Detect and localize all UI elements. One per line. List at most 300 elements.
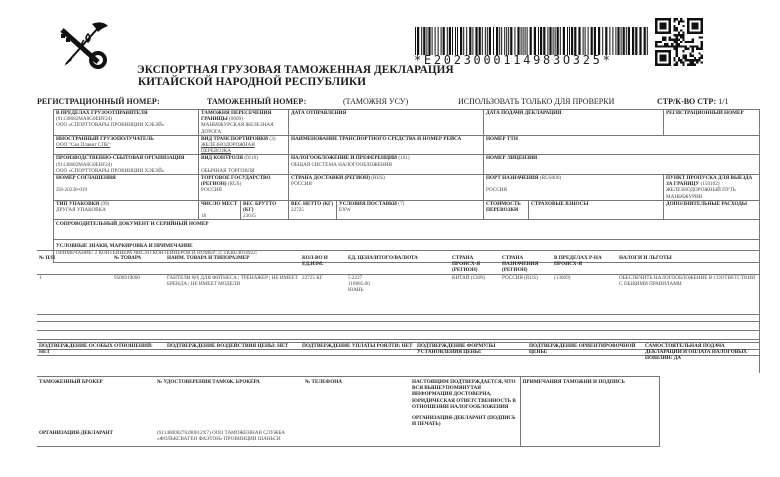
barcode-bar [567, 27, 568, 55]
declarant-value: (91140000276200612X7) ООО ТАМОЖЕННАЯ СЛУЖБА «ФОЛЬКСВАГЕН ФАЭТОН» ПРОВИНЦИИ ШАНЬСИ [157, 430, 286, 443]
qr-module [680, 29, 682, 31]
border-customs-value: МАНЬЧЖУРСКАЯ ЖЕЛЕЗНАЯ ДОРОГА [201, 122, 274, 135]
qr-module [689, 55, 691, 57]
barcode-bar [415, 27, 416, 55]
qr-module [685, 45, 687, 47]
barcode-bar [460, 27, 462, 55]
qr-module [680, 20, 682, 22]
producer-label: ПРОИЗВОДСТВЕННО-СБЫТОВАЯ ОРГАНИЗАЦИЯ [56, 155, 185, 162]
barcode-bar [472, 27, 473, 55]
qr-module [687, 48, 689, 50]
exit-point-cell [664, 175, 760, 201]
qr-module [660, 23, 667, 30]
barcode-bar [602, 27, 603, 55]
gross-weight-value: 23615 [243, 213, 256, 220]
qr-module [682, 50, 684, 52]
qr-module [680, 34, 682, 36]
dest-country-label: СТРАНА ДОСТАВКИ (РЕГИОН) [291, 175, 370, 182]
qr-module [682, 39, 684, 41]
qr-module [676, 52, 678, 54]
qr-module [692, 64, 694, 66]
page-count-value: 1/1 [718, 97, 729, 106]
qr-module [676, 41, 678, 43]
goods-total: 118685.00 [348, 280, 370, 287]
qr-module [676, 43, 678, 45]
freight-cell [484, 200, 529, 220]
goods-table [37, 250, 760, 356]
qr-module [680, 59, 682, 61]
goods-unit-price: 5.2227 [348, 274, 363, 281]
customs-number-value: (ТАМОЖНЯ УСУ) [343, 97, 409, 106]
control-cell [199, 155, 289, 175]
shipper-cell [54, 110, 199, 136]
taxation-cell [289, 155, 484, 175]
control-label: ВИД КОНТРОЛЯ [201, 155, 244, 162]
col-header-num: № П/П [37, 251, 112, 275]
barcode-bar [612, 27, 613, 55]
barcode-bar [435, 27, 436, 55]
qr-module [673, 27, 675, 29]
qr-module [692, 55, 694, 57]
qr-module [676, 61, 678, 63]
qr-module [673, 64, 675, 66]
barcode-bar [617, 27, 619, 55]
barcode-bar [563, 27, 565, 55]
qr-module [673, 59, 675, 61]
barcode-bar [583, 27, 584, 55]
net-weight-value: 22725 [291, 207, 304, 214]
declaration-header-grid [53, 109, 760, 263]
producer-cell [54, 155, 199, 175]
net-weight-label: ВЕС НЕТТО (КГ) [291, 200, 334, 207]
document-title [137, 64, 454, 88]
confirm-price-formula: ПОДТВЕРЖДЕНИЕ ФОРМУЛЫ УСТАНОВЛЕНИЯ ЦЕНЫ: [415, 343, 527, 373]
qr-module [696, 61, 698, 63]
registration-no-label: РЕГИСТРАЦИОННЫЙ НОМЕР [666, 110, 744, 116]
qr-module [671, 39, 673, 41]
goods-empty-row [37, 321, 759, 330]
consignee-cell [54, 135, 199, 155]
qr-module [701, 57, 703, 59]
barcode-bar [447, 27, 448, 55]
qr-module [698, 57, 700, 59]
barcode-bar [479, 27, 481, 55]
qr-module [701, 36, 703, 38]
goods-code: 9506919000 [112, 274, 165, 314]
barcode-bar [547, 27, 548, 55]
qr-module [698, 48, 700, 50]
qr-module [676, 39, 678, 41]
declaration-statement-cell [410, 377, 520, 447]
qr-module [678, 32, 680, 34]
qr-module [701, 43, 703, 45]
barcode-bar [514, 27, 515, 55]
dest-country-value: РОССИЯ [291, 181, 312, 188]
transport-type-value: ЖЕЛЕЗНОДОРОЖНАЯ ПЕРЕВОЗКА [201, 142, 255, 155]
qr-module [680, 18, 682, 20]
footer-blank [659, 377, 759, 447]
qr-module [676, 34, 678, 36]
qr-module [685, 59, 687, 61]
qr-module [680, 61, 682, 63]
barcode-bar [623, 27, 625, 55]
qr-module [673, 34, 675, 36]
qr-module [687, 59, 689, 61]
barcode-bar [530, 27, 532, 55]
col-header-name: НАИМ. ТОВАРА И ТИПОРАЗМЕР [165, 251, 300, 275]
qr-module [694, 57, 696, 59]
vehicle-label: НАИМЕНОВАНИЕ ТРАНСПОРТНОГО СРЕДСТВА И НОМЕР РЕЙСА [291, 135, 462, 142]
goods-empty-row [37, 330, 759, 339]
barcode-bar [423, 27, 425, 55]
qr-module [660, 55, 667, 62]
goods-num: 1 [37, 274, 112, 314]
barcode-bar [443, 27, 445, 55]
registration-number-label: РЕГИСТРАЦИОННЫЙ НОМЕР: [37, 97, 160, 106]
qr-module [655, 45, 657, 47]
barcode-bar [510, 27, 512, 55]
qr-module [692, 48, 694, 50]
barcode-bar [571, 27, 573, 55]
barcode-bar [578, 27, 580, 55]
barcode-bar [421, 27, 422, 55]
barcode-bar [452, 27, 453, 55]
consignee-label: ИНОСТРАННЫЙ ГРУЗОПОЛУЧАТЕЛЬ [56, 135, 154, 142]
qr-module [680, 36, 682, 38]
qr-module [669, 36, 671, 38]
barcode-bar [569, 27, 570, 55]
qr-module [673, 18, 675, 20]
dest-country-code: (RUS) [371, 175, 385, 182]
goods-header-row [37, 251, 759, 275]
col-header-code: № ТОВАРА [112, 251, 165, 275]
barcode-bar [540, 27, 542, 55]
qr-module [696, 48, 698, 50]
qr-module [701, 45, 703, 47]
barcode-bar [449, 27, 451, 55]
trade-country-code: (RUS) [227, 181, 242, 188]
gross-weight-cell [241, 200, 289, 220]
qr-module [692, 39, 694, 41]
barcode-bar [426, 27, 427, 55]
ttn-label: НОМЕР ТТН [486, 135, 518, 142]
barcode-bar [543, 27, 545, 55]
qr-module [692, 61, 694, 63]
qr-code-icon [655, 18, 703, 66]
col-header-origin: СТРАНА ПРОИСХ-Я (РЕГИОН) [450, 251, 500, 275]
delivery-terms-value: EXW [339, 207, 351, 214]
qr-module [692, 50, 694, 52]
barcode-bar [455, 27, 456, 55]
qr-module [694, 64, 696, 66]
qr-module [685, 57, 687, 59]
qr-module [694, 45, 696, 47]
barcode-bar [417, 27, 419, 55]
verification-note: ИСПОЛЬЗОВАТЬ ТОЛЬКО ДЛЯ ПРОВЕРКИ [458, 97, 615, 106]
broker-label: ТАМОЖЕННЫЙ БРОКЕР [39, 379, 103, 385]
col-header-destination: СТРАНА НАЗНАЧЕНИЯ (РЕГИОН) [500, 251, 552, 275]
qr-module [678, 43, 680, 45]
barcode-bar [475, 27, 477, 55]
qr-module [689, 59, 691, 61]
shipper-code: (91130682MA0G0EBF24) [56, 116, 113, 123]
qr-module [664, 45, 666, 47]
freight-label: СТОИМОСТЬ ПЕРЕВОЗКИ [486, 200, 521, 214]
barcode-bar [591, 27, 593, 55]
barcode-bar [598, 27, 600, 55]
exit-point-label: ПУНКТ ПРОПУСКА ДЛЯ ВЫЕЗДА ЗА ГРАНИЦУ [666, 175, 753, 188]
qr-module [666, 45, 668, 47]
qr-module [692, 59, 694, 61]
title-line-2: КИТАЙСКОЙ НАРОДНОЙ РЕСПУБЛИКИ [138, 76, 367, 88]
delivery-terms-code: (7) [398, 200, 405, 207]
confirm-price-influence: ПОДТВЕРЖДЕНИЕ ВОЗДЕЙСТВИЯ ЦЕНЫ: НЕТ [165, 343, 300, 373]
barcode-bar [534, 27, 536, 55]
qr-module [676, 45, 678, 47]
qr-module [689, 45, 691, 47]
qr-module [669, 45, 671, 47]
qr-module [660, 45, 662, 47]
barcode-bar [632, 27, 634, 55]
qr-module [676, 50, 678, 52]
qr-module [678, 59, 680, 61]
qr-module [682, 20, 684, 22]
barcode-bar [457, 27, 458, 55]
barcode-bar [644, 27, 646, 55]
taxation-code: (101) [398, 155, 410, 162]
barcode-icon [415, 27, 650, 55]
border-customs-label: ТАМОЖНЯ ПЕРЕСЕЧЕНИЯ ГРАНИЦЫ [201, 110, 272, 123]
dest-port-label: ПОРТ НАЗНАЧЕНИЯ [486, 175, 539, 182]
filing-date-cell [484, 110, 664, 136]
barcode-bar [463, 27, 464, 55]
barcode-bar [605, 27, 607, 55]
qr-module [696, 59, 698, 61]
qr-module [689, 61, 691, 63]
barcode-bar [615, 27, 616, 55]
delivery-terms-label: УСЛОВИЯ ПОСТАВКИ [339, 200, 397, 207]
ttn-cell [484, 135, 760, 155]
exit-point-value: ЖЕЛЕЗНОДОРОЖНЫЙ ПУТЬ МАНЬЧЖУРИИ [666, 187, 736, 200]
barcode-bar [466, 27, 467, 55]
documents-label: СОПРОВОДИТЕЛЬНЫЙ ДОКУМЕНТ И СЕРИЙНЫЙ НОМЕР [56, 221, 209, 228]
confirm-special-relations: ПОДТВЕРЖДЕНИЕ ОСОБЫХ ОТНОШЕНИЙ: НЕТ [37, 343, 165, 373]
package-label: ТИП УПАКОВКИ [56, 200, 100, 207]
qr-module [685, 48, 687, 50]
dest-country-cell [289, 175, 484, 201]
qr-module [676, 48, 678, 50]
trade-country-cell [199, 175, 289, 201]
qr-module [696, 45, 698, 47]
qr-module [673, 20, 675, 22]
barcode-bar [588, 27, 589, 55]
qr-module [701, 41, 703, 43]
producer-code: (91130682MA0G0EBF24) [56, 161, 113, 168]
qr-module [664, 43, 666, 45]
qr-module [673, 57, 675, 59]
qr-module [678, 45, 680, 47]
taxation-value: ОБЩАЯ СИСТЕМА НАЛОГООБЛОЖЕНИЯ [291, 161, 392, 168]
barcode-bar [621, 27, 622, 55]
qr-module [682, 36, 684, 38]
qr-module [676, 29, 678, 31]
barcode-bar [487, 27, 488, 55]
dest-port-code: (RUS000) [539, 175, 562, 182]
control-value: ОБЫЧНАЯ ТОРГОВЛЯ [201, 167, 255, 174]
goods-region: (13069) [552, 274, 617, 314]
registration-no-cell [664, 110, 760, 136]
barcode-bar [639, 27, 641, 55]
qr-module [701, 61, 703, 63]
transport-type-code: (3) [269, 135, 276, 142]
pieces-label: ЧИСЛО МЕСТ [201, 200, 238, 207]
qr-module [698, 52, 700, 54]
qr-module [694, 59, 696, 61]
qr-module [655, 41, 657, 43]
barcode-bar [521, 27, 522, 55]
barcode-bar [428, 27, 430, 55]
qr-module [678, 23, 680, 25]
qr-module [655, 43, 657, 45]
package-value: ДРУГАЯ УПАКОВКА [56, 207, 106, 214]
confirm-self-filing: САМОСТОЯТЕЛЬНАЯ ПОДАЧА ДЕКЛАРАЦИИ И ОПЛАТА НАЛОГОВЫХ ПОШЛИН: ДА [643, 343, 759, 373]
goods-name: ГАНТЕЛИ 0|0| ДЛЯ ФИТНЕСА | ТРЕНАЖЕР | НЕ ИМЕЕТ БРЕНДА | НЕ ИМЕЕТ МОДЕЛИ [165, 274, 300, 314]
barcode-bar [560, 27, 561, 55]
barcode-bar [496, 27, 498, 55]
barcode-bar [626, 27, 627, 55]
barcode-bar [508, 27, 509, 55]
qr-module [664, 39, 666, 41]
qr-module [664, 36, 666, 38]
barcode-bar [594, 27, 596, 55]
qr-module [701, 48, 703, 50]
qr-module [676, 64, 678, 66]
qr-module [676, 36, 678, 38]
barcode-bar [549, 27, 551, 55]
barcode-bar [555, 27, 556, 55]
qr-module [689, 41, 691, 43]
barcode-bar [517, 27, 519, 55]
barcode-bar [628, 27, 630, 55]
delivery-terms-cell [337, 200, 484, 220]
barcode-bar [609, 27, 610, 55]
extra-costs-cell [664, 200, 760, 220]
agreement-cell [54, 175, 199, 201]
qr-module [671, 43, 673, 45]
broker-cert-label: № УДОСТОВЕРЕНИЯ ТАМОЖ. БРОКЕРА [157, 379, 260, 385]
goods-empty-row [37, 314, 759, 321]
phone-cell [303, 377, 410, 447]
qr-module [678, 39, 680, 41]
goods-row [37, 274, 759, 314]
dest-port-cell [484, 175, 664, 201]
phone-label: № ТЕЛЕФОНА [305, 379, 343, 385]
qr-module [662, 39, 664, 41]
insurance-label: СТРАХОВЫЕ ВЗНОСЫ [531, 200, 589, 207]
title-line-1: ЭКСПОРТНАЯ ГРУЗОВАЯ ТАМОЖЕННАЯ ДЕКЛАРАЦИЯ [137, 64, 454, 76]
filing-date-label: ДАТА ПОДАЧИ ДЕКЛАРАЦИИ [486, 110, 562, 116]
qr-module [689, 64, 691, 66]
goods-price [346, 274, 450, 314]
marks-label: УСЛОВНЫЕ ЗНАКИ, МАРКИРОВКА И ПРИМЕЧАНИЕ [56, 243, 193, 250]
qr-module [673, 45, 675, 47]
goods-destination: РОССИЯ (RUS) [500, 274, 552, 314]
qr-module [692, 41, 694, 43]
barcode-bar [493, 27, 494, 55]
departure-date-label: ДАТА ОТПРАВЛЕНИЯ [291, 110, 347, 116]
customs-notes-label: ПРИМЕЧАНИЯ ТАМОЖНИ И ПОДПИСЬ [522, 379, 625, 385]
qr-module [660, 41, 662, 43]
qr-module [682, 55, 684, 57]
qr-module [673, 48, 675, 50]
control-code: (0110) [244, 155, 258, 162]
customs-emblem-icon [58, 20, 110, 70]
qr-module [685, 41, 687, 43]
net-weight-cell [289, 200, 337, 220]
agreement-value: ZH-20230-019 [56, 187, 88, 194]
barcode-bar [432, 27, 433, 55]
qr-module [698, 59, 700, 61]
barcode-bar [501, 27, 502, 55]
qr-module [676, 55, 678, 57]
qr-module [682, 25, 684, 27]
qr-module [678, 57, 680, 59]
gross-weight-label: ВЕС БРУТТО (КГ) [243, 200, 277, 214]
qr-module [701, 55, 703, 57]
barcode-bar [489, 27, 491, 55]
barcode-bar [525, 27, 526, 55]
col-header-region: В ПРЕДЕЛАХ Р-НА ПРОИСХ-Я [552, 251, 617, 275]
qr-module [698, 36, 700, 38]
license-label: НОМЕР ЛИЦЕНЗИИ [486, 155, 538, 162]
vehicle-cell [289, 135, 484, 155]
qr-module [662, 36, 664, 38]
broker-cell [37, 377, 155, 447]
agreement-label: НОМЕР СОГЛАШЕНИЯ [56, 175, 116, 182]
confirmations-row [37, 342, 760, 373]
qr-module [682, 61, 684, 63]
consignee-value: ООО "Сан Плавит СПБ" [56, 142, 111, 149]
pieces-cell [199, 200, 241, 220]
shipper-label: В ПРЕДЕЛАХ ГРУЗООТПРАВИТЕЛЯ [56, 110, 148, 116]
exit-point-code: (150102) [700, 181, 720, 188]
transport-type-label: ВИД ТРАНСПОРТИРОВКИ [201, 135, 269, 142]
pieces-value: 18 [201, 213, 207, 220]
barcode-bar [485, 27, 486, 55]
qr-module [685, 55, 687, 57]
barcode-bar [506, 27, 507, 55]
confirm-reference-price: ПОДТВЕРЖДЕНИЕ ОРИЕНТИРОВОЧНОЙ ЦЕНЫ: [527, 343, 643, 373]
qr-module [687, 41, 689, 43]
customs-notes-cell [520, 377, 659, 447]
page-count [657, 97, 728, 106]
qr-module [657, 41, 659, 43]
signature-label: ОРГАНИЗАЦИЯ-ДЕКЛАРАНТ (ПОДПИСЬ И ПЕЧАТЬ) [412, 415, 516, 428]
confirm-royalty: ПОДТВЕРЖДЕНИЕ УПЛАТЫ РОЯЛТИ: НЕТ [300, 343, 415, 373]
barcode-bar [499, 27, 500, 55]
barcode-bar [482, 27, 483, 55]
marks-value: ПРИМЕЧАНИЕ: 2 КОНТЕЙНЕРА ЧИСЛО КОНТЕЙНЕРОВ И НОМЕР: 2; TKRU4014922; [56, 249, 258, 256]
qr-module [689, 52, 691, 54]
goods-taxes: ОБЕСПЕЧИТЬ НАЛОГООБЛОЖЕНИЕ В СООТВЕТСТВИИ С ОБЩИМИ ПРАВИЛАМИ [617, 274, 759, 314]
barcode-bar [553, 27, 554, 55]
package-code: (99) [100, 200, 110, 207]
departure-date-cell [289, 110, 484, 136]
qr-module [692, 23, 699, 30]
barcode-bar [438, 27, 439, 55]
qr-module [673, 41, 675, 43]
insurance-cell [529, 200, 664, 220]
